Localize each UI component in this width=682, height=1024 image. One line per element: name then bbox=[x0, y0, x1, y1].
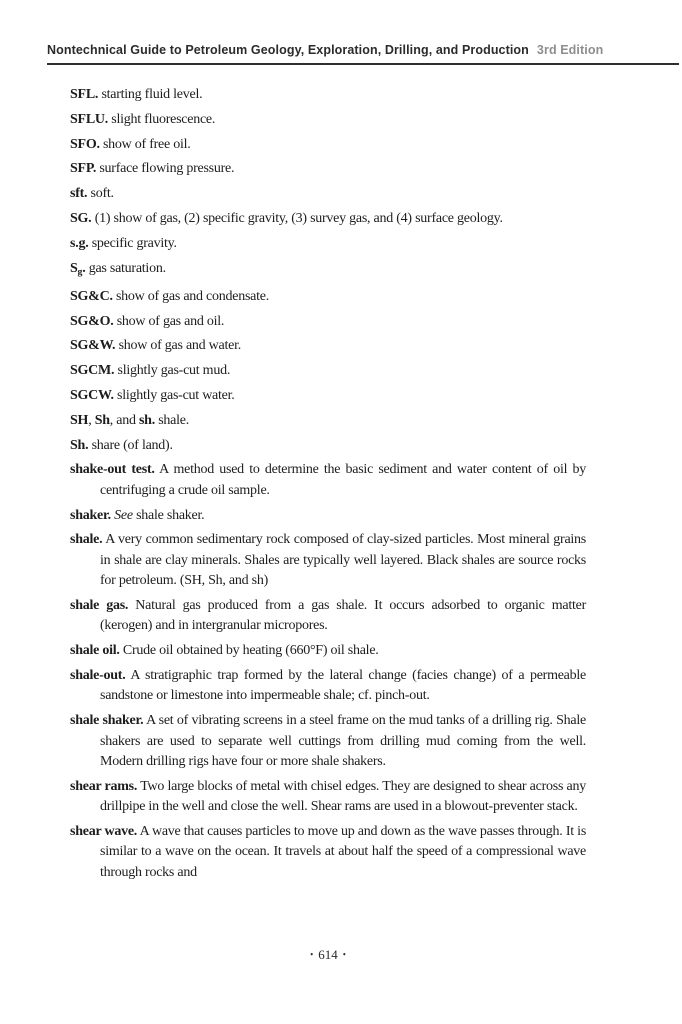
entry-text: soft. bbox=[87, 186, 114, 202]
glossary-entry bbox=[70, 460, 586, 501]
entry-text: specific gravity. bbox=[88, 235, 177, 251]
glossary-entry bbox=[70, 411, 586, 431]
entry-text: . bbox=[82, 260, 86, 276]
entry-text: share (of land). bbox=[88, 437, 173, 453]
entry-text: slight fluorescence. bbox=[108, 111, 216, 127]
entry-term: s.g. bbox=[70, 235, 89, 251]
entry-term: SFO. bbox=[70, 136, 100, 152]
entry-text: Two large blocks of metal with chisel edges. They are designed to shear across any drillpipe in the well and close the well. Shear rams are used in a blowout-preventer stack. bbox=[100, 778, 587, 815]
entry-text: , bbox=[88, 412, 95, 428]
entry-term: sft. bbox=[70, 186, 88, 202]
entry-text: surface flowing pressure. bbox=[96, 161, 235, 177]
glossary-entry bbox=[70, 159, 586, 179]
glossary-entry bbox=[70, 436, 586, 456]
entry-term: shale. bbox=[70, 532, 103, 548]
entry-text: A wave that causes particles to move up and down as the wave passes through. It is similar to a wave on the ocean. It travels at about half the speed of a compressional wave through rocks and bbox=[100, 824, 587, 880]
glossary-entry bbox=[70, 530, 586, 591]
glossary-entry bbox=[70, 336, 586, 356]
glossary-entry bbox=[70, 184, 586, 204]
glossary-entry bbox=[70, 312, 586, 332]
entry-term: SG&O. bbox=[70, 313, 114, 329]
entry-term: shale gas. bbox=[70, 598, 129, 613]
glossary-entry bbox=[70, 596, 586, 637]
entry-term: SG&W. bbox=[70, 338, 116, 354]
glossary-entry bbox=[70, 641, 586, 661]
entry-text: show of gas and oil. bbox=[113, 313, 225, 329]
entry-term: shear wave. bbox=[70, 824, 138, 840]
entry-text: A stratigraphic trap formed by the lateral change (facies change) of a permeable sandstone or limestone into impermeable shale; cf. pinch-out. bbox=[100, 668, 586, 704]
page-footer bbox=[70, 947, 586, 963]
glossary-entry bbox=[70, 85, 586, 105]
glossary-entry bbox=[70, 259, 586, 283]
entry-text: Sh bbox=[94, 412, 110, 428]
glossary-entry bbox=[70, 822, 586, 883]
entry-text: shale shaker. bbox=[132, 507, 205, 523]
entry-text: slightly gas-cut water. bbox=[113, 388, 235, 403]
entry-term: SFLU. bbox=[70, 111, 109, 127]
glossary-entry bbox=[70, 234, 586, 254]
entry-text: shale. bbox=[154, 412, 189, 428]
glossary-content bbox=[70, 85, 586, 883]
entry-term: SH bbox=[70, 412, 89, 428]
header-rule bbox=[47, 63, 679, 65]
entry-term: SFP. bbox=[70, 161, 97, 177]
entry-term: shale shaker. bbox=[70, 713, 144, 729]
glossary-entry bbox=[70, 711, 586, 772]
edition-label: 3rd Edition bbox=[536, 43, 604, 57]
entry-text: A set of vibrating screens in a steel frame on the mud tanks of a drilling rig. Shale shakers are used to separate well cuttings from drilling mud coming from the well. Modern drilling rigs have four or more shale shakers. bbox=[100, 713, 586, 770]
entry-text: gas saturation. bbox=[85, 260, 166, 276]
entry-term: S bbox=[70, 260, 78, 276]
entry-text: (1) show of gas, (2) specific gravity, (3) survey gas, and (4) surface geology. bbox=[91, 210, 503, 226]
glossary-entry bbox=[70, 110, 586, 130]
entry-text: , and bbox=[109, 412, 139, 428]
entry-text: See bbox=[114, 507, 133, 523]
page-number: 614 bbox=[318, 947, 338, 962]
entry-text: slightly gas-cut mud. bbox=[114, 363, 231, 379]
footer-bullet-left: • bbox=[310, 949, 314, 960]
entry-text: A very common sedimentary rock composed of clay-sized particles. Most mineral grains in shale are clay minerals. Shales are typically well layered. Black shales are source rocks for petroleum. (SH, Sh, and sh) bbox=[100, 532, 586, 589]
entry-term: SGCM. bbox=[70, 363, 115, 379]
entry-text: Crude oil obtained by heating (660°F) oil shale. bbox=[119, 643, 379, 659]
entry-term: shaker. bbox=[70, 507, 111, 523]
entry-term: SG. bbox=[70, 210, 92, 226]
entry-text: starting fluid level. bbox=[98, 87, 203, 102]
entry-text: sh. bbox=[138, 412, 155, 428]
entry-term: shale-out. bbox=[70, 668, 126, 683]
entry-term: shale oil. bbox=[70, 643, 120, 659]
glossary-entry bbox=[70, 386, 586, 406]
entry-text: show of free oil. bbox=[99, 136, 191, 152]
entry-term: SG&C. bbox=[70, 288, 113, 304]
entry-term: Sh. bbox=[70, 437, 89, 453]
entry-term: shake-out test. bbox=[70, 462, 155, 478]
glossary-entry bbox=[70, 135, 586, 155]
glossary-entry bbox=[70, 287, 586, 307]
footer-bullet-right: • bbox=[342, 949, 346, 960]
entry-text: show of gas and condensate. bbox=[112, 288, 269, 304]
glossary-entry bbox=[70, 361, 586, 381]
entry-text: A method used to determine the basic sediment and water content of oil by centrifuging a crude oil sample. bbox=[100, 462, 586, 498]
entry-term: SGCW. bbox=[70, 388, 114, 403]
glossary-entry bbox=[70, 666, 586, 707]
glossary-entry bbox=[70, 209, 586, 229]
entry-text: Natural gas produced from a gas shale. It occurs adsorbed to organic matter (kerogen) and in intergranular micropores. bbox=[100, 598, 586, 634]
entry-text: show of gas and water. bbox=[115, 338, 241, 354]
glossary-entry bbox=[70, 506, 586, 526]
entry-term: SFL. bbox=[70, 87, 99, 102]
entry-text: g bbox=[77, 266, 83, 278]
entry-term: shear rams. bbox=[70, 778, 138, 794]
running-header bbox=[47, 43, 679, 57]
book-title: Nontechnical Guide to Petroleum Geology, Exploration, Drilling, and Production bbox=[47, 43, 529, 57]
glossary-entry bbox=[70, 777, 586, 818]
